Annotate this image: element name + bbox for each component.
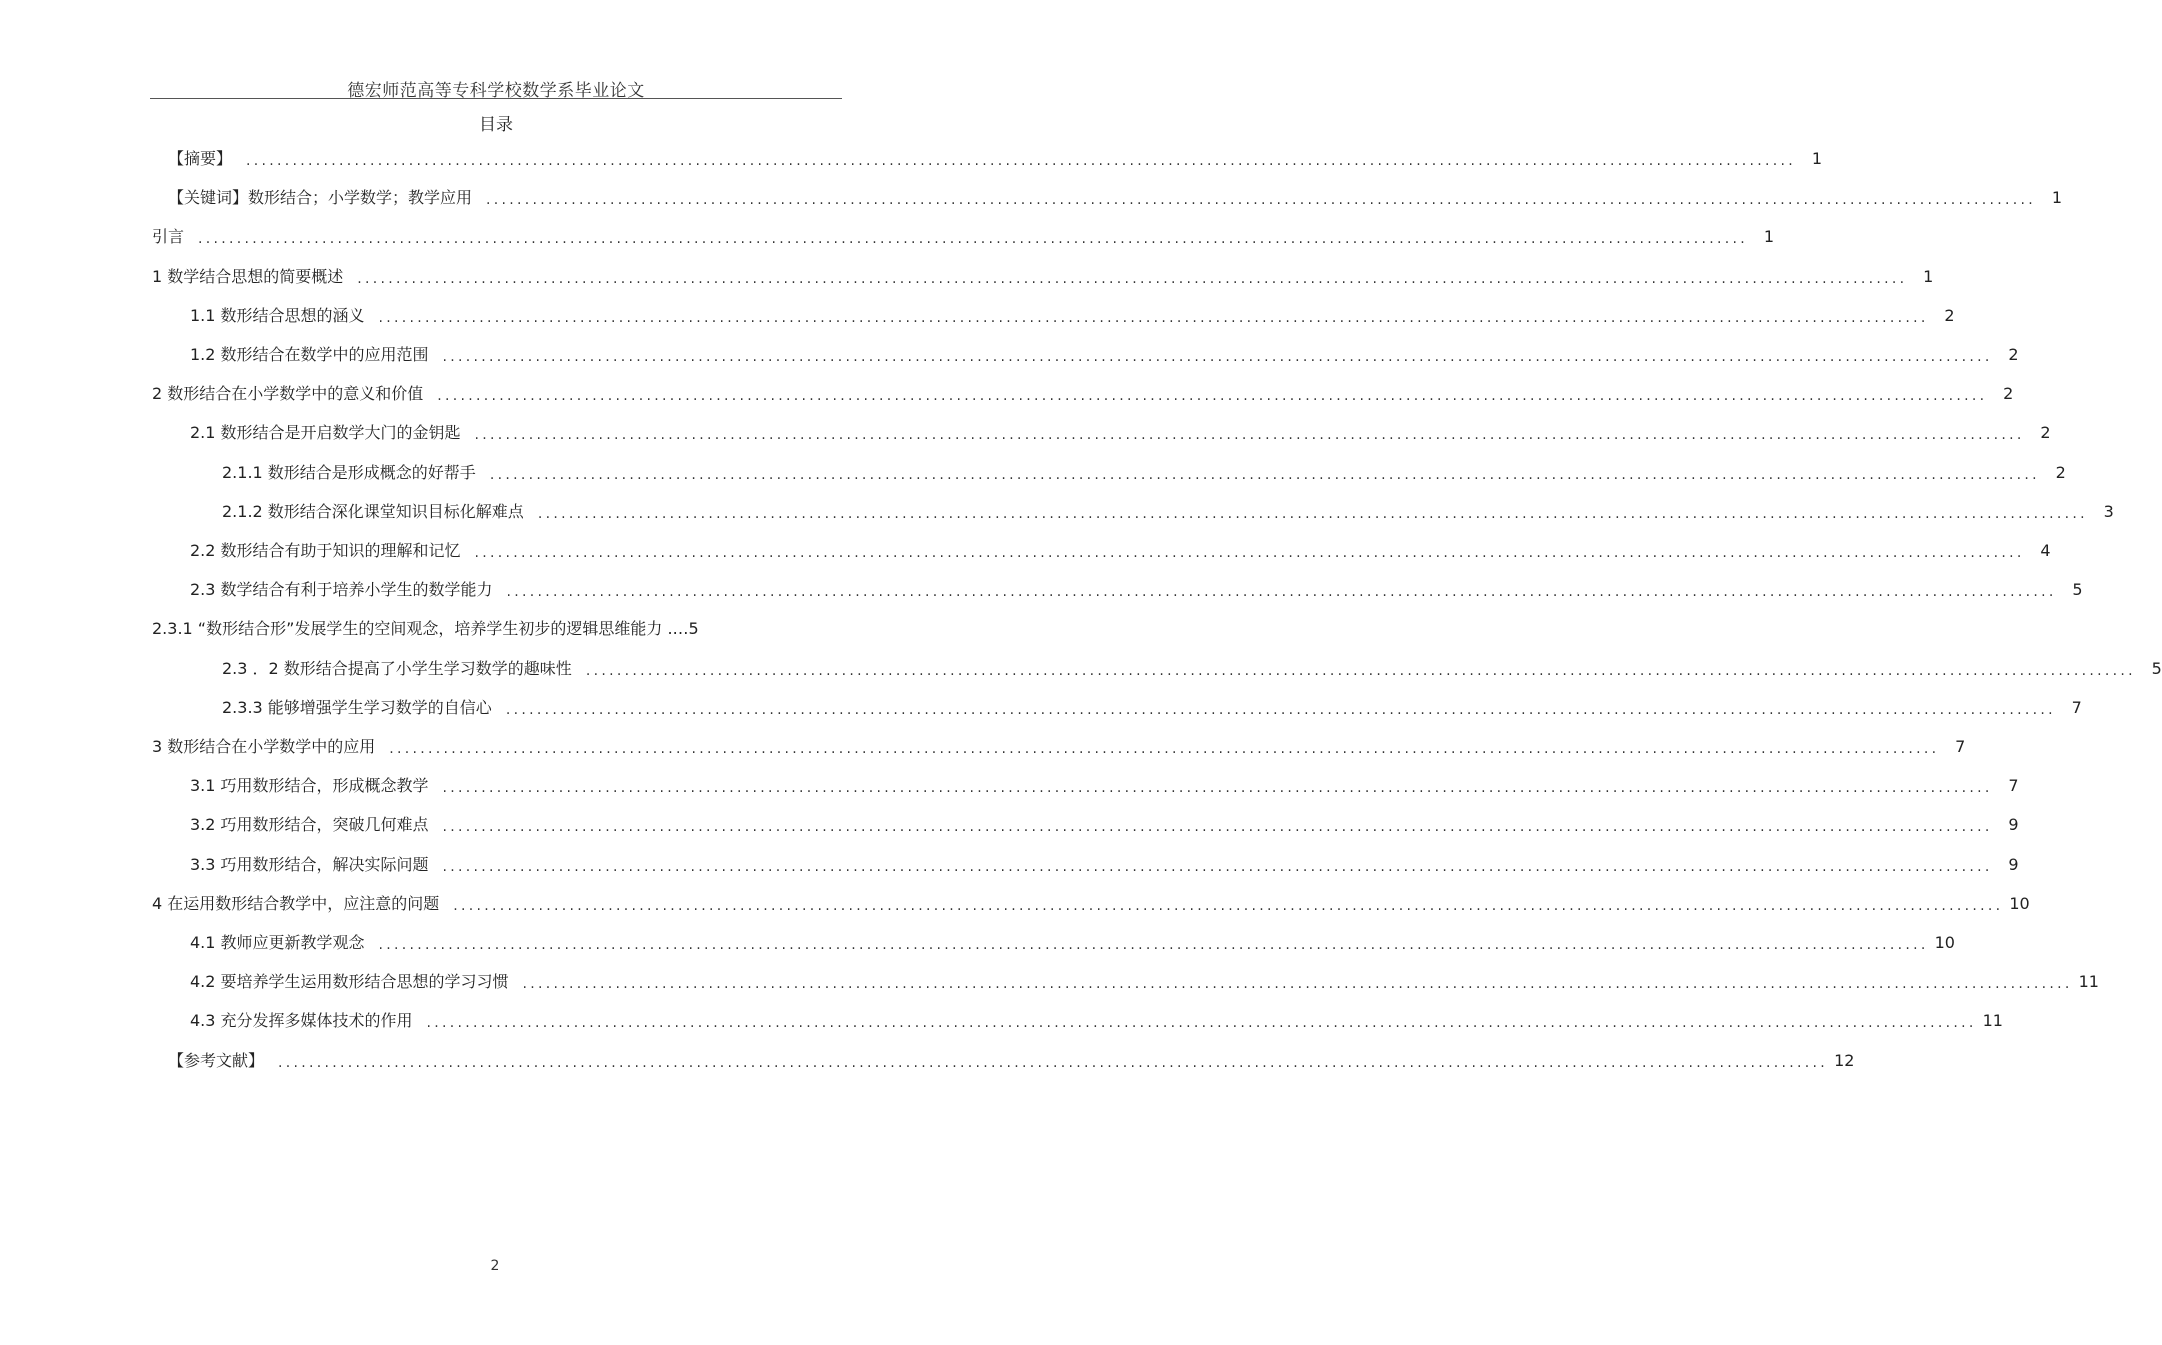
toc-leader-dots: ........................................................................................................................................................................................................ [278,1054,1829,1071]
toc-entry-page: 2 [2055,462,2066,482]
toc-leader-dots: ........................................................................................................................................................................................................ [474,427,2025,444]
toc-entry-label: 4.3 充分发挥多媒体技术的作用 [190,1011,413,1031]
toc-entry-page: 3 [2103,501,2114,521]
toc-entry-label: 【关键词】数形结合；小学数学；教学应用 [168,188,473,208]
toc-leader-dots: ........................................................................................................................................................................................................ [246,153,1797,169]
toc-entry-page: 7 [2071,697,2082,717]
toc-leader-dots: ........................................................................................................................................................................................................ [442,819,1993,836]
toc-entry-page: 7 [1955,737,1966,756]
toc-entry[interactable] [222,658,2162,680]
toc-entry-label: 【参考文献】 [168,1050,265,1070]
toc-entry-label: 【摘要】 [168,149,233,168]
toc-entry[interactable] [190,344,2019,366]
toc-entry-page: 10 [1934,933,1955,952]
toc-entry-page: 1 [1763,227,1775,247]
toc-leader-dots: ........................................................................................................................................................................................................ [585,662,2136,679]
toc-leader-dots: ........................................................................................................................................................................................................ [537,505,2088,522]
toc-entry-page: 1 [2051,188,2063,208]
toc-leader-dots: ........................................................................................................................................................................................................ [442,780,1993,797]
toc-leader-dots: ........................................................................................................................................................................................................ [474,545,2025,561]
toc-entry[interactable] [152,893,2030,915]
toc-entry-page: 11 [1982,1011,2003,1031]
toc-entry-page: 1 [1923,266,1934,286]
toc-entry[interactable] [152,618,832,640]
toc-entry-label: 2.1 数形结合是开启数学大门的金钥匙 [190,423,461,443]
toc-entry[interactable] [222,462,2066,484]
toc-entry[interactable] [222,697,2082,719]
toc-leader-dots: ........................................................................................................................................................................................................ [505,701,2056,718]
toc-entry[interactable] [190,814,2019,836]
toc-entry-label: 1.1 数形结合思想的涵义 [190,305,365,325]
toc-leader-dots: ........................................................................................................................................................................................................ [453,897,2004,914]
page-number: 2 [490,1258,500,1274]
toc-title: 目录 [479,115,513,135]
toc-leader-dots: ........................................................................................................................................................................................................ [426,1015,1977,1032]
toc-entry[interactable] [152,736,1966,758]
toc-entry-page: 9 [2008,815,2019,835]
toc-entry-label: 2.2 数形结合有助于知识的理解和记忆 [190,541,461,560]
toc-entry-label: 3.1 巧用数形结合，形成概念教学 [190,776,429,796]
toc-entry[interactable] [190,932,1955,954]
toc-entry-page: 4 [2040,541,2051,560]
toc-entry-label: 2.1.2 数形结合深化课堂知识目标化解难点 [222,501,524,521]
toc-entry-page: 12 [1834,1050,1855,1070]
toc-entry-page: 2 [2040,423,2051,443]
toc-entry[interactable] [152,383,2014,405]
toc-entry-label: 3.2 巧用数形结合，突破几何难点 [190,815,429,835]
toc-leader-dots: ........................................................................................................................................................................................................ [437,388,1988,405]
toc-entry-label: 2.3 数学结合有利于培养小学生的数学能力 [190,580,493,600]
toc-leader-dots: ........................................................................................................................................................................................................ [506,584,2057,601]
toc-entry-label: 引言 [152,227,185,247]
toc-entry-page: 5 [2072,580,2083,600]
toc-leader-dots: ........................................................................................................................................................................................................ [442,349,1993,365]
toc-entry[interactable] [222,501,2114,523]
toc-entry[interactable] [190,579,2083,601]
toc-entry-label: 4 在运用数形结合教学中，应注意的问题 [152,893,440,913]
toc-entry-page: 7 [2008,776,2019,796]
toc-entry[interactable] [168,187,2063,209]
toc-entry-page: 11 [2078,972,2099,992]
toc-entry-label: 4.2 要培养学生运用数形结合思想的学习习惯 [190,972,509,992]
toc-entry[interactable] [190,775,2019,797]
toc-entry[interactable] [190,971,2099,993]
toc-entry-label: 1 数学结合思想的简要概述 [152,266,344,286]
toc-leader-dots: ........................................................................................................................................................................................................ [486,192,2037,209]
toc-leader-dots: ........................................................................................................................................................................................................ [357,270,1908,287]
toc-leader-dots: ........................................................................................................................................................................................................ [198,231,1749,248]
toc-entry-label: 2.3 ．2 数形结合提高了小学生学习数学的趣味性 [222,658,572,678]
toc-leader-dots: ........................................................................................................................................................................................................ [389,741,1940,757]
toc-entry-label: 1.2 数形结合在数学中的应用范围 [190,345,429,364]
toc-leader-dots: ........................................................................................................................................................................................................ [522,976,2073,993]
toc-entry-label: 2.3.3 能够增强学生学习数学的自信心 [222,697,492,717]
toc-entry-label: 2.3.1 “数形结合形”发展学生的空间观念，培养学生初步的逻辑思维能力 .…5 [152,619,699,639]
toc-entry-page: 2 [2003,384,2014,404]
toc-entry[interactable] [190,1010,2003,1032]
toc-entry[interactable] [152,226,1775,248]
toc-entry-label: 2 数形结合在小学数学中的意义和价值 [152,384,424,404]
toc-leader-dots: ........................................................................................................................................................................................................ [378,937,1929,953]
toc-entry[interactable] [190,540,2051,562]
toc-entry-page: 5 [2151,658,2162,678]
toc-entry[interactable] [190,305,1955,327]
toc-entry-label: 4.1 教师应更新教学观念 [190,933,365,952]
toc-entry-page: 1 [1811,149,1823,168]
toc-entry-page: 10 [2009,893,2030,913]
toc-leader-dots: ........................................................................................................................................................................................................ [489,466,2040,483]
toc-entry-label: 3 数形结合在小学数学中的应用 [152,737,376,756]
toc-leader-dots: ........................................................................................................................................................................................................ [378,309,1929,326]
toc-leader-dots: ........................................................................................................................................................................................................ [442,858,1993,875]
toc-entry-page: 9 [2008,854,2019,874]
toc-entry-label: 3.3 巧用数形结合，解决实际问题 [190,854,429,874]
toc-entry[interactable] [168,148,1823,170]
toc-entry[interactable] [152,266,1934,288]
toc-entry[interactable] [190,854,2019,876]
toc-entry-label: 2.1.1 数形结合是形成概念的好帮手 [222,462,476,482]
toc-entry[interactable] [168,1050,1855,1072]
document-header: 德宏师范高等专科学校数学系毕业论文 [347,81,645,101]
toc-entry[interactable] [190,422,2051,444]
toc-entry-page: 2 [1944,305,1955,325]
toc-entry-page: 2 [2008,345,2019,364]
